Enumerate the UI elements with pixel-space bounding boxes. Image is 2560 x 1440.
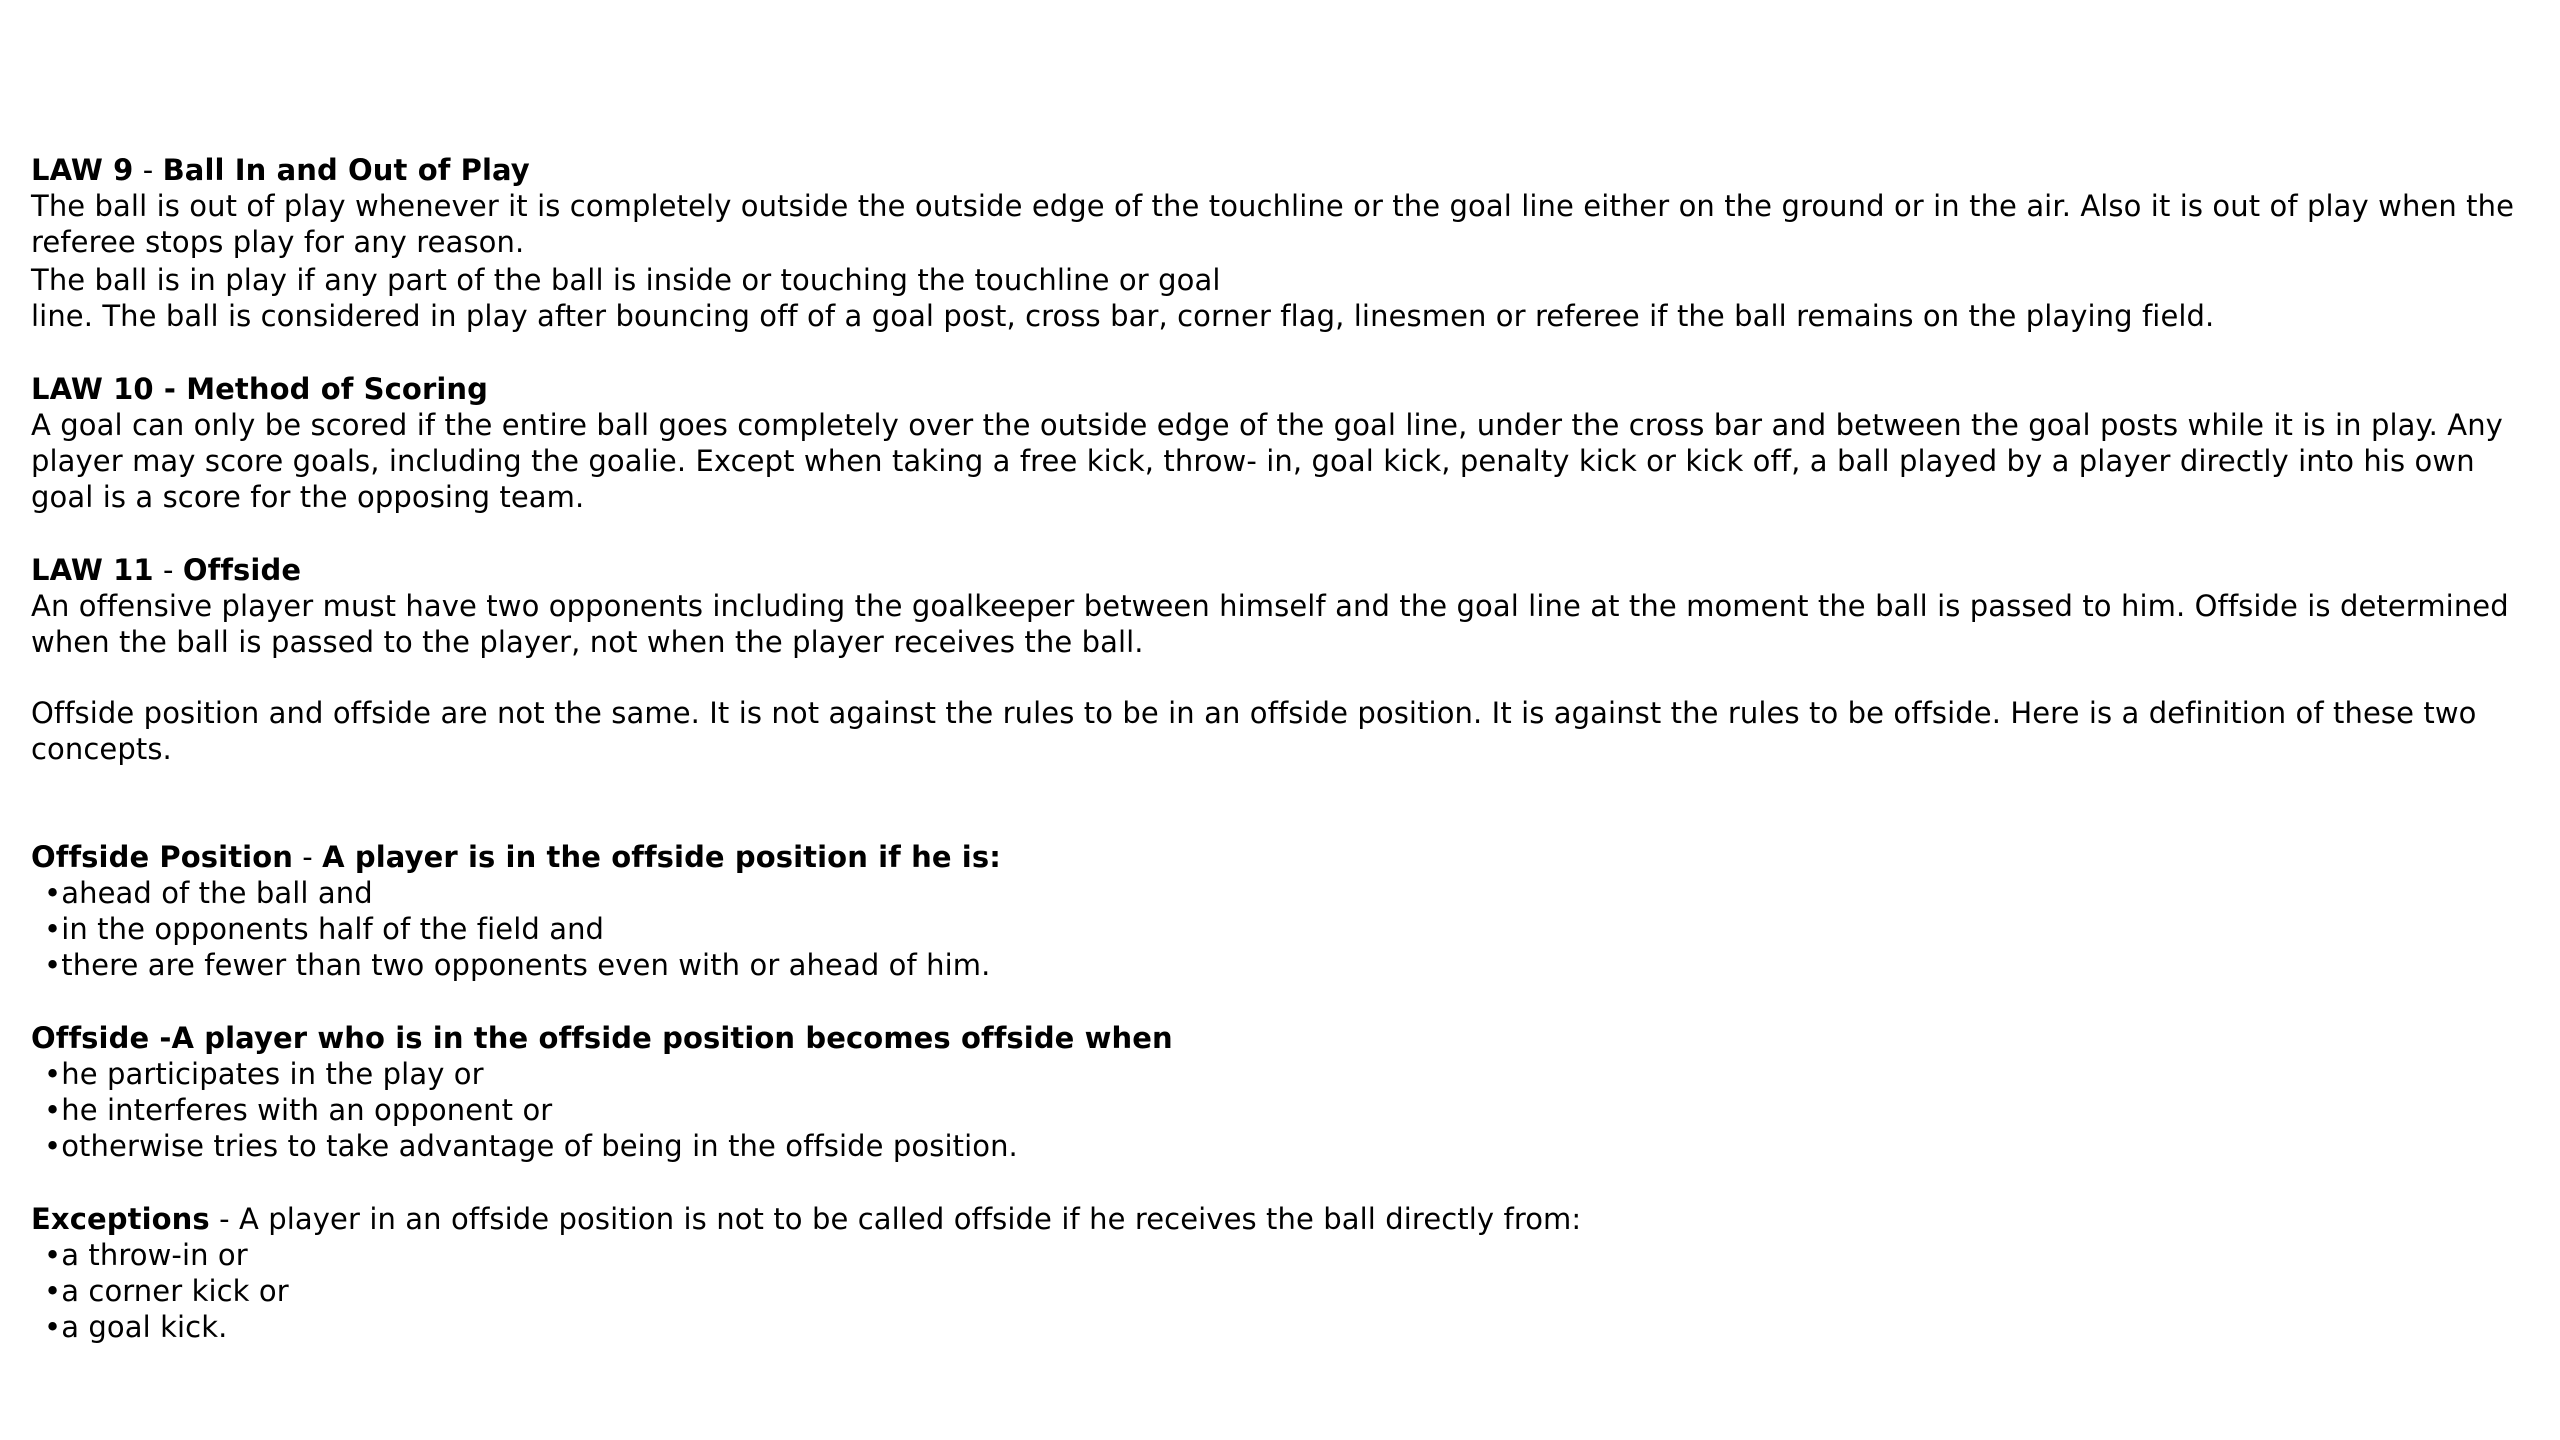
bullet-icon: • xyxy=(44,1274,62,1308)
list-item-text: he participates in the play or xyxy=(61,1057,484,1091)
list-item-text: ahead of the ball and xyxy=(61,876,373,910)
list-item xyxy=(31,947,2531,983)
bullet-icon: • xyxy=(44,876,62,910)
offside-list xyxy=(31,1056,2531,1164)
list-item xyxy=(31,1128,2531,1164)
exceptions-paragraph xyxy=(31,1201,2531,1237)
law9-heading-sep: - xyxy=(133,153,163,187)
offside-position-heading-rest: A player is in the offside position if he is: xyxy=(322,840,1001,874)
bullet-icon: • xyxy=(44,1093,62,1127)
offside-heading: Offside -A player who is in the offside position becomes offside when xyxy=(31,1021,1173,1055)
law10-section xyxy=(31,371,2531,515)
offside-section xyxy=(31,1020,2531,1164)
law9-heading-main: LAW 9 xyxy=(31,153,134,187)
list-item-text: a throw-in or xyxy=(61,1238,248,1272)
list-item xyxy=(31,1237,2531,1273)
bullet-icon: • xyxy=(44,1129,62,1163)
offside-position-heading xyxy=(31,839,2531,875)
offside-position-heading-main: Offside Position xyxy=(31,840,293,874)
bullet-icon: • xyxy=(44,1238,62,1272)
law9-paragraph-1: The ball is out of play whenever it is completely outside the outside edge of the touchline or the goal line either on the ground or in the air. Also it is out of play when the referee stops play for any reason. xyxy=(31,189,2515,259)
list-item-text: he interferes with an opponent or xyxy=(61,1093,553,1127)
law9-paragraph-2-line-2: line. The ball is considered in play after bouncing off of a goal post, cross bar, corner flag, linesmen or referee if the ball remains on the playing field. xyxy=(31,299,2215,333)
law9-heading xyxy=(31,152,2531,188)
list-item xyxy=(31,1092,2531,1128)
offside-position-heading-sep: - xyxy=(292,840,323,874)
bullet-icon: • xyxy=(44,948,62,982)
bullet-icon: • xyxy=(44,912,62,946)
exceptions-text: - A player in an offside position is not to be called offside if he receives the ball directly from: xyxy=(209,1202,1582,1236)
law9-paragraph-2-line-1: The ball is in play if any part of the ball is inside or touching the touchline or goal xyxy=(31,263,1221,297)
list-item-text: a corner kick or xyxy=(61,1274,289,1308)
law11-paragraph-2: Offside position and offside are not the same. It is not against the rules to be in an offside position. It is against the rules to be offside. Here is a definition of these two concepts. xyxy=(31,696,2477,766)
law11-heading-sep: - xyxy=(153,553,183,587)
law11-heading-main: LAW 11 xyxy=(31,553,154,587)
list-item-text: a goal kick. xyxy=(61,1310,228,1344)
offside-position-list xyxy=(31,875,2531,983)
law9-heading-rest: Ball In and Out of Play xyxy=(162,153,530,187)
law11-paragraph-1: An offensive player must have two opponents including the goalkeeper between himself and the goal line at the moment the ball is passed to him. Offside is determined when the ball is passed to the player, not when the player receives the ball. xyxy=(31,589,2509,659)
list-item-text: otherwise tries to take advantage of being in the offside position. xyxy=(61,1129,1018,1163)
list-item xyxy=(31,875,2531,911)
list-item xyxy=(31,1309,2531,1345)
exceptions-list xyxy=(31,1237,2531,1345)
offside-position-section xyxy=(31,839,2531,983)
list-item xyxy=(31,1273,2531,1309)
bullet-icon: • xyxy=(44,1057,62,1091)
exceptions-section xyxy=(31,1201,2531,1345)
list-item xyxy=(31,911,2531,947)
law10-heading: LAW 10 - Method of Scoring xyxy=(31,372,488,406)
law11-heading xyxy=(31,552,2531,588)
law11-section xyxy=(31,552,2531,767)
exceptions-heading: Exceptions xyxy=(31,1202,210,1236)
bullet-icon: • xyxy=(44,1310,62,1344)
list-item-text: there are fewer than two opponents even with or ahead of him. xyxy=(61,948,991,982)
law11-heading-rest: Offside xyxy=(182,553,302,587)
list-item xyxy=(31,1056,2531,1092)
list-item-text: in the opponents half of the field and xyxy=(61,912,605,946)
law10-paragraph-1: A goal can only be scored if the entire ball goes completely over the outside edge of the goal line, under the cross bar and between the goal posts while it is in play. Any player may score goals, including the goalie. Except when taking a free kick, throw- in, goal kick, penalty kick or kick off, a ball played by a player directly into his own goal is a score for the opposing team. xyxy=(31,408,2503,514)
law9-section xyxy=(31,152,2531,334)
document-page xyxy=(31,152,2531,1345)
